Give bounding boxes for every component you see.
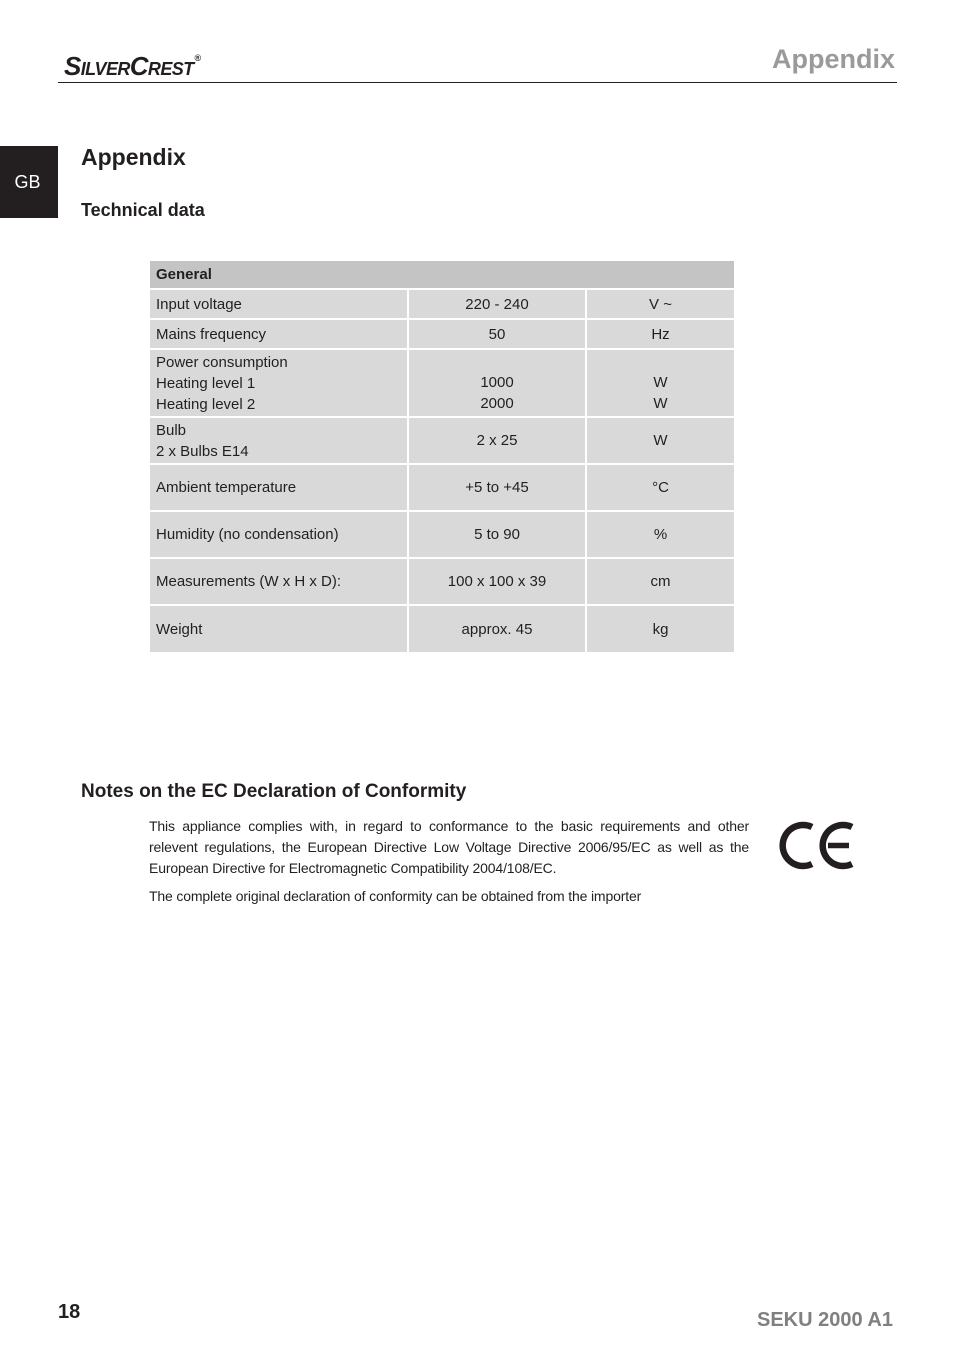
brand-logo-text: SilverCrest [64,51,194,81]
table-cell-label [150,418,407,463]
value-line: 5 to 90 [474,526,520,543]
table-cell-value [409,320,585,348]
brand-logo [64,42,201,82]
language-tab: GB [0,146,58,218]
unit-line: W [653,432,668,449]
table-cell-value [409,350,585,416]
label-line: 2 x Bulbs E14 [156,442,249,460]
label-line: Bulb [156,421,187,439]
table-cell-unit [587,512,734,557]
label-line: Heating level 2 [156,395,256,413]
table-cell-unit [587,606,734,652]
value-line: 220 - 240 [465,295,529,313]
label-line: Ambient temperature [156,479,297,496]
table-cell-value [409,559,585,604]
table-cell-label [150,465,407,510]
value-line: 50 [488,325,506,343]
unit-line: % [653,526,668,543]
unit-line: V ~ [649,295,672,313]
table-group-header: General [150,261,734,288]
header-divider [58,82,897,83]
label-line: Mains frequency [156,325,267,343]
table-cell-unit [587,418,734,463]
unit-line: W [653,395,668,412]
table-cell-label [150,512,407,557]
unit-line: W [653,374,668,391]
table-cell-value [409,606,585,652]
value-line: approx. 45 [461,620,533,638]
registered-mark: ® [194,53,201,63]
conformity-paragraph: This appliance complies with, in regard to conformance to the basic requirements and other relevent regulations, the European Directive Low Voltage Directive 2006/95/EC as well as the European Directive for Electromagnetic Compatibility 2004/108/EC. [149,818,749,876]
value-line: 1000 [480,374,514,391]
table-cell-label [150,290,407,318]
label-line: Power consumption [156,353,288,371]
table-cell-unit [587,465,734,510]
label-line: Weight [156,620,203,638]
conformity-text [149,816,749,914]
table-cell-unit [587,559,734,604]
ce-mark-icon [779,819,855,873]
table-cell-value [409,290,585,318]
technical-data-table [150,261,734,652]
label-line: Heating level 1 [156,374,256,392]
page-number: 18 [58,1301,81,1323]
value-line: 2 x 25 [476,432,518,449]
table-cell-label [150,559,407,604]
label-line: Humidity (no condensation) [156,526,339,543]
page-title: Appendix [81,144,186,170]
table-cell-unit [587,350,734,416]
unit-line: kg [652,620,669,638]
table-cell-value [409,465,585,510]
model-name: SEKU 2000 A1 [757,1309,893,1331]
table-cell-unit [587,320,734,348]
table-cell-label [150,606,407,652]
unit-line: cm [650,573,671,590]
unit-line: Hz [651,325,670,343]
table-cell-unit [587,290,734,318]
table-cell-label [150,320,407,348]
technical-data-heading: Technical data [81,200,205,220]
table-cell-value [409,418,585,463]
value-line: 100 x 100 x 39 [447,573,547,590]
value-line: +5 to +45 [465,479,529,496]
label-line: Input voltage [156,295,242,313]
label-line: Measurements (W x H x D): [156,573,342,590]
unit-line: °C [652,479,669,496]
conformity-paragraph: The complete original declaration of conformity can be obtained from the importer [149,888,642,904]
value-line: 2000 [480,395,514,412]
conformity-heading: Notes on the EC Declaration of Conformity [81,781,467,802]
table-cell-label [150,350,407,416]
header-section-title: Appendix [771,44,895,74]
table-cell-value [409,512,585,557]
